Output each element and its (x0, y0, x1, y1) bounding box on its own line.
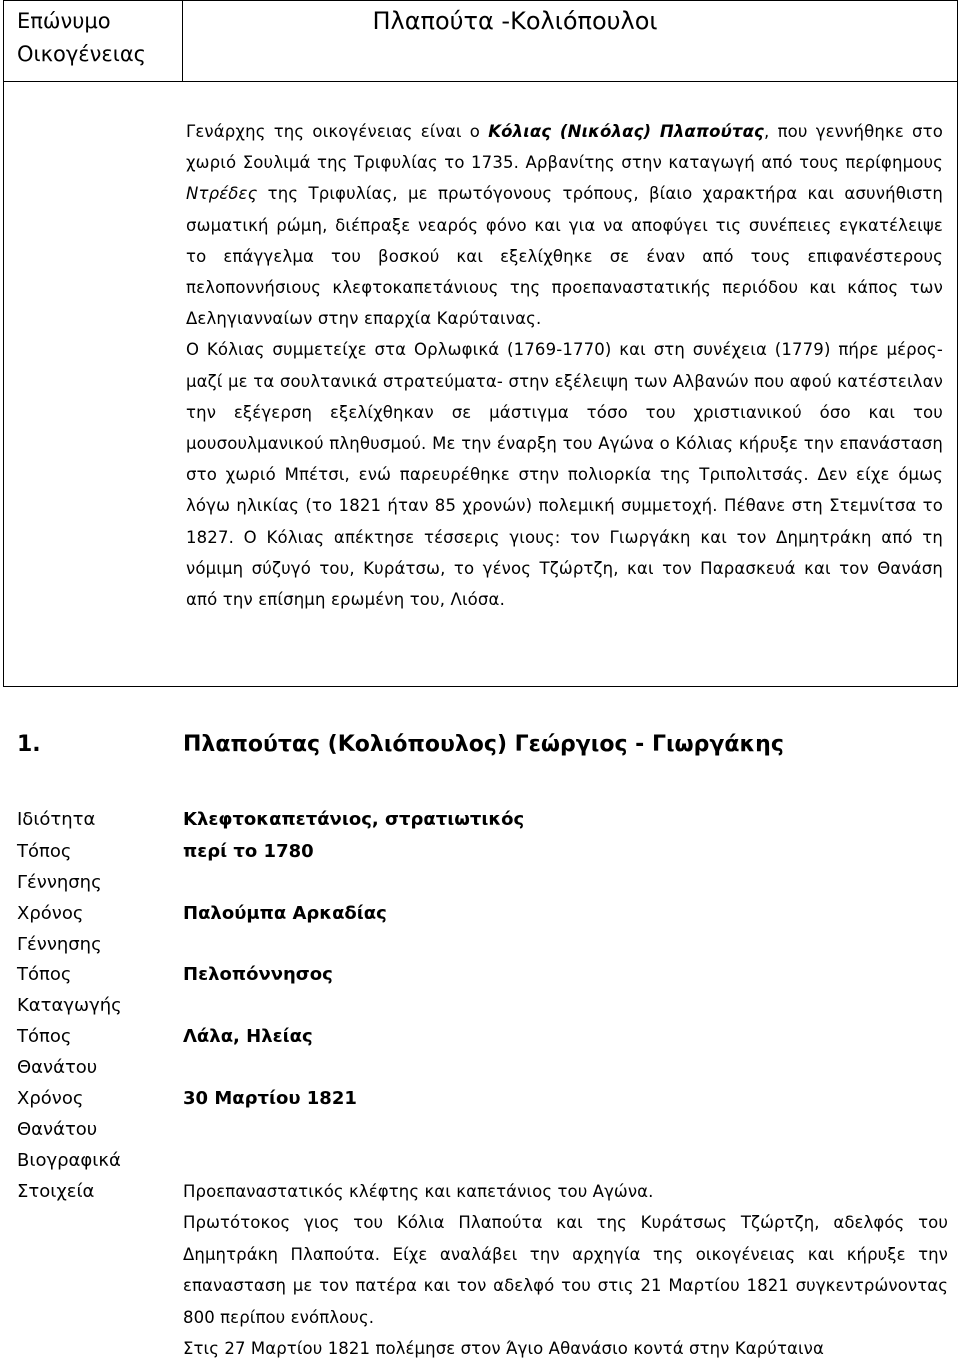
field-label-line: Τόπος (17, 964, 72, 985)
family-intro (186, 116, 943, 615)
field-label (17, 1084, 177, 1145)
ntredes-term: Ντρέδες (186, 184, 258, 204)
family-table (3, 0, 958, 687)
family-label-line2: Οικογένειας (17, 42, 146, 66)
field-value: 30 Μαρτίου 1821 (183, 1088, 357, 1109)
intro-text: Γενάρχης της οικογένειας είναι ο (186, 122, 489, 141)
field-label-line: Καταγωγής (17, 994, 122, 1016)
family-label-line1: Επώνυμο (17, 9, 111, 33)
field-label (17, 960, 177, 1021)
field-label-line: Γέννησης (17, 933, 102, 955)
field-label-line: Βιογραφικά (17, 1150, 121, 1171)
field-label-line: Τόπος (17, 841, 72, 862)
bio-paragraph-1: Προεπαναστατικός κλέφτης και καπετάνιος του Αγώνα. (183, 1182, 654, 1201)
founder-name: Κόλιας (Νικόλας) Πλαπούτας (488, 122, 764, 141)
field-label-line: Θανάτου (17, 1056, 98, 1078)
member-name: Πλαπούτας (Κολιόπουλος) Γεώργιος - Γιωργάκης (183, 732, 784, 757)
family-name-cell (183, 1, 958, 82)
bio-label (17, 1146, 177, 1207)
field-label-line: Ιδιότητα (17, 809, 96, 830)
family-name: Πλαπούτα -Κολιόπουλοι (372, 7, 658, 35)
field-label-line: Χρόνος (17, 1088, 84, 1109)
field-value: Λάλα, Ηλείας (183, 1026, 313, 1047)
intro-paragraph-2: Ο Κόλιας συμμετείχε στα Ορλωφικά (1769-1770) και στη συνέχεια (1779) πήρε μέρος-μαζί με τα σουλτανικά στρατεύματα- στην εξέλειψη των Αλβανών που αφού κατέστειλαν την εξέγερση εξελίχθηκαν σε μάστιγμα τόσο του χριστιανικού όσο και του μουσουλμανικού πληθυσμού. Με την έναρξη του Αγώνα ο Κόλιας κήρυξε την επανάσταση στο χωριό Μπέτσι, ενώ παρευρέθηκε στην πολιορκία της Τριπολιτσάς. Δεν είχε όμως λόγω ηλικίας (το 1821 ήταν 85 χρονών) πολεμική συμμετοχή. Πέθανε στη Στεμνίτσα το 1827. Ο Κόλιας απέκτησε τέσσερις γιους: τον Γιωργάκη και τον Δημητράκη από τη νόμιμη σύζυγό του, Κυράτσω, το γένος Τζώρτζη, και τον Παρασκευά και τον Θανάση από την επίσημη ερωμένη του, Λιόσα. (186, 340, 943, 610)
member-number: 1. (17, 732, 41, 757)
field-label (17, 805, 177, 836)
field-value: Κλεφτοκαπετάνιος, στρατιωτικός (183, 809, 525, 830)
field-label (17, 1022, 177, 1083)
biography-text (183, 1176, 948, 1364)
field-value: Πελοπόννησος (183, 964, 333, 985)
field-label-line: Γέννησης (17, 871, 102, 893)
member-heading (17, 732, 784, 757)
field-label-line: Στοιχεία (17, 1180, 95, 1202)
field-label-line: Τόπος (17, 1026, 72, 1047)
intro-cell (4, 82, 958, 687)
intro-paragraph-1 (186, 116, 943, 334)
intro-text: της Τριφυλίας, με πρωτόγονους τρόπους, βίαιο χαρακτήρα και ασυνήθιστη σωματική ρώμη, διέπραξε νεαρός φόνο και για να αποφύγει τις συνέπειες εγκατέλειψε το επάγγελμα του βοσκού και εξελίχθηκε σε έναν από τους επιφανέστερους πελοποννήσιους κλεφτοκαπετάνιους της προεπαναστατικής περιόδου και κάπος των Δεληγιανναίων στην επαρχία Καρύταινας. (186, 184, 943, 329)
field-label-line: Χρόνος (17, 903, 84, 924)
family-label-cell (4, 1, 183, 82)
field-label (17, 837, 177, 898)
field-label (17, 899, 177, 960)
bio-paragraph-3: Στις 27 Μαρτίου 1821 πολέμησε στον Άγιο Αθανάσιο κοντά στην Καρύταινα (183, 1339, 824, 1359)
field-value: περί το 1780 (183, 841, 314, 862)
field-label-line: Θανάτου (17, 1118, 98, 1140)
intro-text: , που γεννήθηκε στο χωριό Σουλιμά της Τριφυλίας το 1735. Αρβανίτης στην καταγωγή από τους περίφημους (186, 122, 943, 173)
bio-paragraph-2: Πρωτότοκος γιος του Κόλια Πλαπούτα και της Κυράτσως Τζώρτζη, αδελφός του Δημητράκη Πλαπούτα. Είχε αναλάβει την αρχηγία της οικογένειας και κήρυξε την επανασταση με τον πατέρα και τον αδελφό του στις 21 Μαρτίου 1821 συγκεντρώνοντας 800 περίπου ενόπλους. (183, 1213, 948, 1327)
field-value: Παλούμπα Αρκαδίας (183, 903, 387, 924)
